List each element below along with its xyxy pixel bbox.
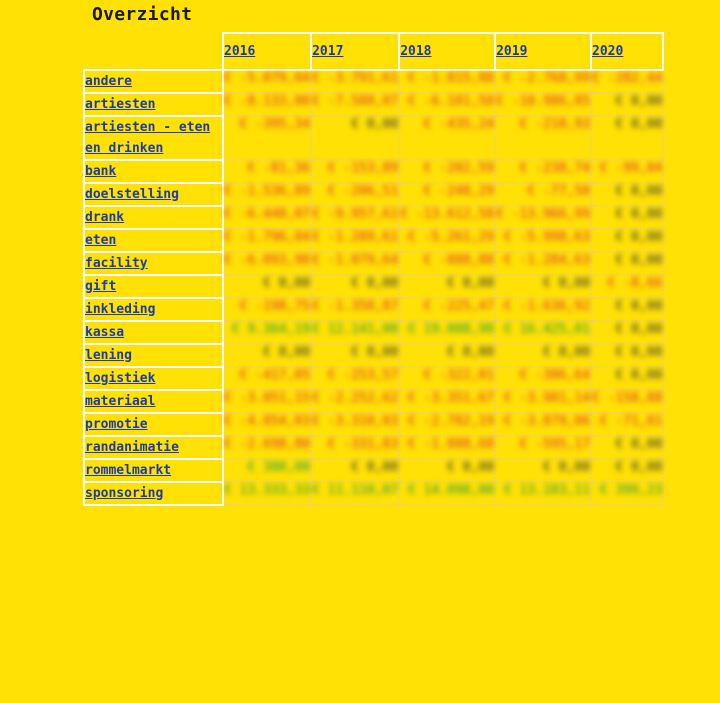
category-link[interactable]: artiesten bbox=[85, 97, 156, 112]
category-cell bbox=[84, 160, 223, 183]
category-cell bbox=[84, 298, 223, 321]
table-row bbox=[84, 116, 663, 160]
value-cell bbox=[399, 459, 495, 482]
amount-text: € -77,50 bbox=[527, 184, 591, 199]
table-row bbox=[84, 344, 663, 367]
amount-text: € -4.854,03 bbox=[224, 414, 311, 429]
value-cell bbox=[591, 344, 663, 367]
amount-text: € -3.879,06 bbox=[503, 414, 591, 429]
table-row bbox=[84, 459, 663, 482]
value-cell bbox=[591, 459, 663, 482]
value-cell bbox=[495, 116, 591, 160]
amount-text: € -13.612,58 bbox=[400, 207, 495, 222]
amount-text: € -1.815,88 bbox=[408, 71, 495, 86]
category-cell bbox=[84, 321, 223, 344]
category-cell bbox=[84, 482, 223, 505]
category-cell bbox=[84, 70, 223, 93]
value-cell bbox=[591, 183, 663, 206]
amount-text: € -417,05 bbox=[239, 368, 311, 383]
amount-text: € -202,59 bbox=[423, 161, 495, 176]
value-cell bbox=[495, 183, 591, 206]
amount-text: € 0,00 bbox=[263, 345, 311, 360]
value-cell bbox=[399, 436, 495, 459]
value-cell bbox=[591, 93, 663, 116]
amount-text: € -6.181,50 bbox=[408, 94, 495, 109]
value-cell bbox=[223, 116, 311, 160]
value-cell bbox=[399, 252, 495, 275]
amount-text: € -3.310,03 bbox=[312, 414, 399, 429]
value-cell bbox=[591, 321, 663, 344]
value-cell bbox=[311, 367, 399, 390]
value-cell bbox=[311, 183, 399, 206]
year-link[interactable]: 2019 bbox=[496, 44, 528, 59]
amount-text: € -253,57 bbox=[327, 368, 399, 383]
value-cell bbox=[495, 482, 591, 505]
amount-text: € 0,00 bbox=[351, 276, 399, 291]
amount-text: € 0,00 bbox=[615, 322, 663, 337]
value-cell bbox=[399, 229, 495, 252]
value-cell bbox=[591, 229, 663, 252]
table-row bbox=[84, 206, 663, 229]
value-cell bbox=[591, 160, 663, 183]
amount-text: € 0,00 bbox=[447, 276, 495, 291]
value-cell bbox=[223, 459, 311, 482]
value-cell bbox=[495, 321, 591, 344]
amount-text: € 0,00 bbox=[615, 368, 663, 383]
value-cell bbox=[399, 367, 495, 390]
amount-text: € -8.133,00 bbox=[224, 94, 311, 109]
year-header-2017 bbox=[311, 33, 399, 70]
table-row bbox=[84, 390, 663, 413]
amount-text: € -1.079,64 bbox=[312, 253, 399, 268]
amount-text: € -6.093,90 bbox=[224, 253, 311, 268]
amount-text: € -8,66 bbox=[607, 276, 663, 291]
amount-text: € 0,00 bbox=[615, 184, 663, 199]
value-cell bbox=[591, 413, 663, 436]
value-cell bbox=[311, 93, 399, 116]
year-header-2018 bbox=[399, 33, 495, 70]
amount-text: € -2.252,62 bbox=[312, 391, 399, 406]
category-link[interactable]: lening bbox=[85, 348, 132, 363]
year-header-2020 bbox=[591, 33, 663, 70]
table-row bbox=[84, 229, 663, 252]
value-cell bbox=[591, 252, 663, 275]
category-cell bbox=[84, 436, 223, 459]
category-cell bbox=[84, 344, 223, 367]
value-cell bbox=[399, 206, 495, 229]
amount-text: € 399,23 bbox=[599, 483, 663, 498]
table-row bbox=[84, 482, 663, 505]
amount-text: € -1.796,04 bbox=[224, 230, 311, 245]
amount-text: € 13.333,33 bbox=[224, 483, 311, 498]
category-cell bbox=[84, 183, 223, 206]
amount-text: € -225,47 bbox=[423, 299, 495, 314]
amount-text: € -99,04 bbox=[599, 161, 663, 176]
amount-text: € 0,00 bbox=[543, 345, 591, 360]
amount-text: € -218,93 bbox=[519, 117, 591, 132]
amount-text: € -153,89 bbox=[327, 161, 399, 176]
amount-text: € 12.141,00 bbox=[312, 322, 399, 337]
year-header-2019 bbox=[495, 33, 591, 70]
value-cell bbox=[223, 160, 311, 183]
value-cell bbox=[223, 252, 311, 275]
value-cell bbox=[223, 482, 311, 505]
value-cell bbox=[495, 275, 591, 298]
amount-text: € -282,44 bbox=[592, 71, 663, 86]
year-link[interactable]: 2018 bbox=[400, 44, 432, 59]
value-cell bbox=[311, 459, 399, 482]
value-cell bbox=[223, 390, 311, 413]
value-cell bbox=[223, 298, 311, 321]
page-title: Overzicht bbox=[92, 4, 193, 25]
amount-text: € 0,00 bbox=[447, 460, 495, 475]
category-cell bbox=[84, 367, 223, 390]
value-cell bbox=[399, 93, 495, 116]
year-link[interactable]: 2020 bbox=[592, 44, 624, 59]
category-cell bbox=[84, 390, 223, 413]
amount-text: € 14.098,00 bbox=[408, 483, 495, 498]
value-cell bbox=[495, 70, 591, 93]
value-cell bbox=[311, 206, 399, 229]
amount-text: € -238,74 bbox=[519, 161, 591, 176]
table-row bbox=[84, 160, 663, 183]
category-cell bbox=[84, 275, 223, 298]
value-cell bbox=[495, 252, 591, 275]
amount-text: € -395,34 bbox=[239, 117, 311, 132]
category-link[interactable]: materiaal bbox=[85, 394, 156, 409]
category-cell bbox=[84, 229, 223, 252]
value-cell bbox=[311, 390, 399, 413]
category-cell bbox=[84, 252, 223, 275]
amount-text: € -1.888,68 bbox=[408, 437, 495, 452]
value-cell bbox=[311, 160, 399, 183]
table-row bbox=[84, 436, 663, 459]
category-link[interactable]: bank bbox=[85, 164, 117, 179]
amount-text: € -1.289,61 bbox=[312, 230, 399, 245]
category-cell bbox=[84, 459, 223, 482]
overview-table bbox=[83, 32, 664, 506]
header-corner bbox=[84, 33, 223, 70]
category-link[interactable]: doelstelling bbox=[85, 187, 179, 202]
value-cell bbox=[591, 70, 663, 93]
value-cell bbox=[399, 482, 495, 505]
value-cell bbox=[311, 252, 399, 275]
category-link[interactable]: randanimatie bbox=[85, 440, 179, 455]
amount-text: € -158,88 bbox=[592, 391, 663, 406]
value-cell bbox=[399, 183, 495, 206]
amount-text: € -1.284,63 bbox=[503, 253, 591, 268]
value-cell bbox=[399, 413, 495, 436]
amount-text: € 0,00 bbox=[543, 276, 591, 291]
value-cell bbox=[399, 70, 495, 93]
amount-text: € -2.782,19 bbox=[408, 414, 495, 429]
value-cell bbox=[223, 344, 311, 367]
amount-text: € -3.351,67 bbox=[408, 391, 495, 406]
value-cell bbox=[399, 344, 495, 367]
value-cell bbox=[399, 160, 495, 183]
amount-text: € -10.986,85 bbox=[496, 94, 591, 109]
amount-text: € -7.588,07 bbox=[312, 94, 399, 109]
amount-text: € -435,24 bbox=[423, 117, 495, 132]
value-cell bbox=[223, 413, 311, 436]
value-cell bbox=[311, 229, 399, 252]
category-link[interactable]: drank bbox=[85, 210, 125, 225]
header-row bbox=[84, 33, 663, 70]
amount-text: € -206,51 bbox=[327, 184, 399, 199]
amount-text: € -1.636,92 bbox=[503, 299, 591, 314]
amount-text: € 0,00 bbox=[351, 117, 399, 132]
category-cell bbox=[84, 93, 223, 116]
amount-text: € -248,29 bbox=[423, 184, 495, 199]
value-cell bbox=[495, 298, 591, 321]
value-cell bbox=[591, 482, 663, 505]
amount-text: € -1.536,89 bbox=[224, 184, 311, 199]
amount-text: € 0,00 bbox=[615, 460, 663, 475]
category-link[interactable]: facility bbox=[85, 256, 148, 271]
amount-text: € -2.698,80 bbox=[224, 437, 311, 452]
amount-text: € -6.448,07 bbox=[224, 207, 311, 222]
value-cell bbox=[399, 275, 495, 298]
value-cell bbox=[495, 160, 591, 183]
value-cell bbox=[591, 367, 663, 390]
table-body bbox=[84, 70, 663, 505]
value-cell bbox=[495, 229, 591, 252]
amount-text: € 0,00 bbox=[615, 94, 663, 109]
category-link[interactable]: kassa bbox=[85, 325, 125, 340]
category-link[interactable]: eten bbox=[85, 233, 117, 248]
amount-text: € -3.791,61 bbox=[312, 71, 399, 86]
value-cell bbox=[223, 183, 311, 206]
value-cell bbox=[495, 93, 591, 116]
category-cell bbox=[84, 116, 223, 160]
value-cell bbox=[223, 229, 311, 252]
value-cell bbox=[223, 367, 311, 390]
amount-text: € 0,00 bbox=[615, 299, 663, 314]
category-link[interactable]: promotie bbox=[85, 417, 148, 432]
amount-text: € 380,00 bbox=[247, 460, 311, 475]
amount-text: € 0,00 bbox=[615, 207, 663, 222]
table-row bbox=[84, 183, 663, 206]
amount-text: € -5.261,29 bbox=[408, 230, 495, 245]
value-cell bbox=[399, 298, 495, 321]
value-cell bbox=[311, 344, 399, 367]
amount-text: € 0,00 bbox=[351, 460, 399, 475]
amount-text: € -322,01 bbox=[423, 368, 495, 383]
value-cell bbox=[223, 93, 311, 116]
value-cell bbox=[223, 321, 311, 344]
amount-text: € 0,00 bbox=[351, 345, 399, 360]
value-cell bbox=[591, 275, 663, 298]
value-cell bbox=[311, 116, 399, 160]
value-cell bbox=[591, 206, 663, 229]
value-cell bbox=[223, 206, 311, 229]
amount-text: € -1.358,87 bbox=[312, 299, 399, 314]
table-row bbox=[84, 70, 663, 93]
amount-text: € -3.981,14 bbox=[503, 391, 591, 406]
amount-text: € 0,00 bbox=[615, 437, 663, 452]
amount-text: € -888,88 bbox=[423, 253, 495, 268]
table-row bbox=[84, 413, 663, 436]
value-cell bbox=[591, 436, 663, 459]
value-cell bbox=[399, 116, 495, 160]
value-cell bbox=[223, 70, 311, 93]
amount-text: € 0,00 bbox=[615, 230, 663, 245]
table-row bbox=[84, 298, 663, 321]
value-cell bbox=[495, 367, 591, 390]
value-cell bbox=[223, 275, 311, 298]
amount-text: € -5.079,04 bbox=[224, 71, 311, 86]
amount-text: € 16.425,01 bbox=[503, 322, 591, 337]
value-cell bbox=[311, 482, 399, 505]
category-link[interactable]: logistiek bbox=[85, 371, 156, 386]
amount-text: € -9.957,61 bbox=[312, 207, 399, 222]
amount-text: € -13.966,99 bbox=[496, 207, 591, 222]
amount-text: € -2.768,99 bbox=[503, 71, 591, 86]
category-link[interactable]: artiesten - eten en drinken bbox=[85, 120, 211, 156]
value-cell bbox=[495, 436, 591, 459]
amount-text: € 9.364,19 bbox=[231, 322, 311, 337]
value-cell bbox=[495, 344, 591, 367]
table-row bbox=[84, 252, 663, 275]
amount-text: € 19.008,98 bbox=[408, 322, 495, 337]
amount-text: € 0,00 bbox=[543, 460, 591, 475]
value-cell bbox=[495, 413, 591, 436]
year-header-2016 bbox=[223, 33, 311, 70]
amount-text: € -71,01 bbox=[599, 414, 663, 429]
value-cell bbox=[311, 275, 399, 298]
amount-text: € 11.110,07 bbox=[312, 483, 399, 498]
amount-text: € -595,17 bbox=[519, 437, 591, 452]
amount-text: € -81,36 bbox=[247, 161, 311, 176]
amount-text: € -331,83 bbox=[327, 437, 399, 452]
amount-text: € -5.998,63 bbox=[503, 230, 591, 245]
category-link[interactable]: rommelmarkt bbox=[85, 463, 172, 478]
table-row bbox=[84, 367, 663, 390]
table-row bbox=[84, 321, 663, 344]
year-link[interactable]: 2017 bbox=[312, 44, 344, 59]
value-cell bbox=[495, 459, 591, 482]
amount-text: € 0,00 bbox=[263, 276, 311, 291]
category-cell bbox=[84, 206, 223, 229]
value-cell bbox=[311, 70, 399, 93]
table-row bbox=[84, 275, 663, 298]
category-link[interactable]: gift bbox=[85, 279, 117, 294]
value-cell bbox=[495, 390, 591, 413]
amount-text: € 0,00 bbox=[615, 253, 663, 268]
category-link[interactable]: inkleding bbox=[85, 302, 156, 317]
value-cell bbox=[223, 436, 311, 459]
value-cell bbox=[311, 298, 399, 321]
category-link[interactable]: sponsoring bbox=[85, 486, 164, 501]
value-cell bbox=[311, 413, 399, 436]
value-cell bbox=[591, 116, 663, 160]
amount-text: € -386,64 bbox=[519, 368, 591, 383]
amount-text: € -3.051,15 bbox=[224, 391, 311, 406]
amount-text: € 13.183,11 bbox=[503, 483, 591, 498]
amount-text: € 0,00 bbox=[447, 345, 495, 360]
category-link[interactable]: andere bbox=[85, 74, 132, 89]
table-row bbox=[84, 93, 663, 116]
amount-text: € 0,00 bbox=[615, 345, 663, 360]
value-cell bbox=[591, 390, 663, 413]
value-cell bbox=[311, 321, 399, 344]
category-cell bbox=[84, 413, 223, 436]
amount-text: € 0,00 bbox=[615, 117, 663, 132]
value-cell bbox=[399, 321, 495, 344]
value-cell bbox=[399, 390, 495, 413]
amount-text: € -198,75 bbox=[239, 299, 311, 314]
year-link[interactable]: 2016 bbox=[224, 44, 256, 59]
value-cell bbox=[591, 298, 663, 321]
value-cell bbox=[495, 206, 591, 229]
value-cell bbox=[311, 436, 399, 459]
